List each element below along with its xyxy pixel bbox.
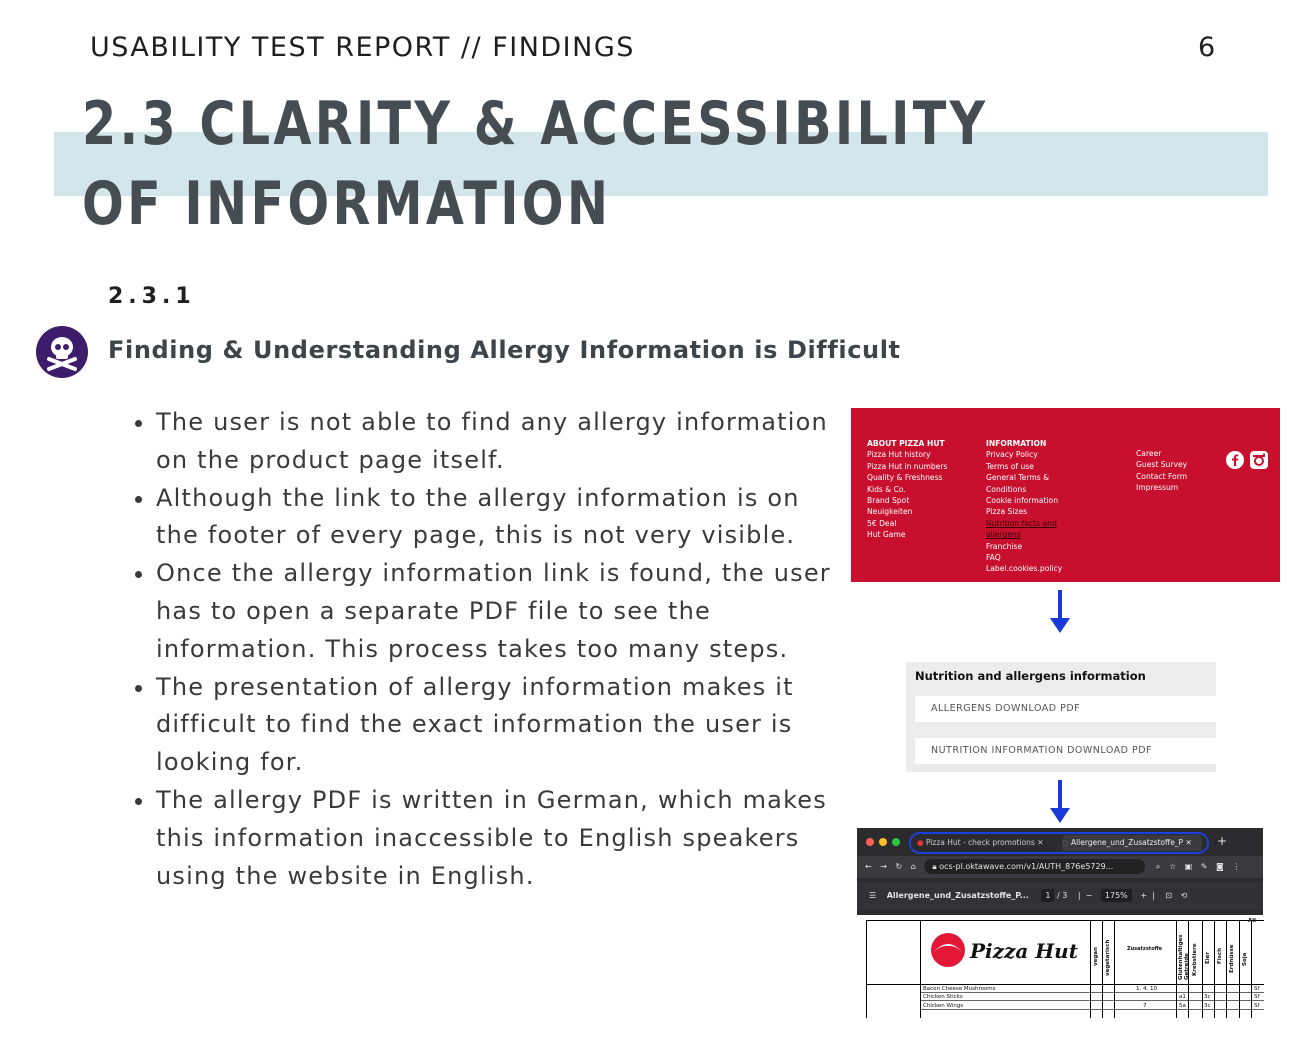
table-row-name: Chicken Wings (923, 1003, 964, 1009)
footer-link: Guest Survey (1136, 460, 1188, 470)
table-cell: Sf (1254, 994, 1260, 1000)
table-cell: 3c (1204, 1003, 1211, 1009)
column-header: vegan (1093, 947, 1099, 966)
footer-link: Pizza Hut history (867, 450, 931, 460)
window-close-dot (866, 838, 874, 846)
close-icon: ✕ (1185, 838, 1192, 847)
footer-heading: INFORMATION (986, 439, 1047, 448)
footer-link: Contact Form (1136, 471, 1188, 481)
zoom-out-icon: | − (1077, 891, 1093, 900)
pizza-hut-logo (928, 930, 1078, 972)
pizza-hut-favicon: ● (917, 838, 924, 847)
section-title-line-1: 2.3 CLARITY & ACCESSIBILITY (82, 89, 989, 159)
footer-link: Terms of use (986, 461, 1034, 471)
section-title (82, 84, 988, 244)
globe-icon: ◌ (1062, 838, 1069, 847)
extension-icon: ▣ (1184, 862, 1193, 871)
back-icon: ← (865, 862, 872, 871)
window-minimize-dot (879, 838, 887, 846)
pdf-toolbar (857, 882, 1263, 910)
findings-list (120, 404, 836, 895)
finding-title: Finding & Understanding Allergy Information is Difficult (108, 336, 901, 364)
allergen-pdf-table (866, 918, 1264, 1018)
table-cell: Sf (1254, 1003, 1260, 1009)
zoom-icon: ⌕ (1155, 862, 1161, 871)
table-cell: 1, 4, 10 (1136, 986, 1157, 992)
allergen-footer-link: allergens (986, 530, 1021, 540)
table-border (920, 992, 1264, 993)
hamburger-menu-icon: ☰ (869, 891, 877, 900)
table-border (920, 920, 921, 1018)
column-header: Zusatzstoffe (1127, 946, 1163, 952)
allergen-footer-link: Nutrition facts and (986, 518, 1057, 528)
new-tab-icon: + (1217, 834, 1228, 848)
footer-link: FAQ (986, 553, 1001, 563)
list-item: • Although the link to the allergy information is on the footer of every page, this is not very visible. (156, 480, 836, 556)
table-border (866, 920, 867, 1018)
table-border (1176, 920, 1177, 1018)
window-maximize-dot (892, 838, 900, 846)
column-header: vegetarisch (1105, 939, 1111, 976)
facebook-icon (1226, 451, 1244, 469)
footer-link: Pizza Sizes (986, 507, 1028, 517)
reload-icon: ↻ (895, 862, 903, 871)
list-item: • The user is not able to find any allergy information on the product page itself. (156, 404, 836, 480)
pdf-filename: Allergene_und_Zusatzstoffe_P... (886, 891, 1029, 900)
footer-heading: ABOUT PIZZA HUT (867, 439, 945, 448)
table-border (1214, 920, 1215, 1018)
footer-column-other (1136, 448, 1187, 494)
zoom-level: 175% (1101, 889, 1132, 902)
table-cell: a1 (1179, 994, 1186, 1000)
table-border (866, 984, 1264, 985)
footer-link: Quality & Freshness (867, 473, 943, 483)
subsection-number: 2.3.1 (108, 284, 196, 309)
footer-link: Pizza Hut in numbers (867, 461, 948, 471)
table-cell: Sf (1254, 986, 1260, 992)
column-header: Eier (1205, 951, 1211, 964)
table-border (1239, 920, 1240, 1018)
column-header: Krebstiere (1192, 943, 1198, 976)
bookmark-star-icon: ☆ (1168, 862, 1177, 871)
browser-pdf-screenshot (857, 828, 1263, 915)
footer-link: Neuigkeiten (867, 507, 913, 517)
website-footer-screenshot (851, 408, 1280, 582)
table-border (1090, 920, 1091, 1018)
arrow-down-icon (1048, 780, 1072, 824)
footer-link: Hut Game (867, 530, 906, 540)
column-header: Fisch (1217, 947, 1223, 964)
list-item: • The presentation of allergy information makes it difficult to find the exact information the user is looking for. (156, 669, 836, 782)
tab-highlight-ring (909, 832, 1209, 854)
column-header: Erdnüsse (1229, 944, 1235, 973)
table-corner-label: All (1248, 918, 1257, 924)
table-border (920, 1000, 1264, 1001)
report-header: USABILITY TEST REPORT // FINDINGS (90, 32, 635, 63)
footer-column-about (867, 438, 947, 541)
nutrition-download-button: NUTRITION INFORMATION DOWNLOAD PDF (915, 738, 1216, 764)
table-border (1114, 920, 1115, 1018)
column-header: Soja (1242, 952, 1248, 966)
page-total: / 3 (1056, 891, 1068, 900)
footer-link: Franchise (986, 541, 1023, 551)
table-cell: 3c (1204, 994, 1211, 1000)
rotate-icon: ⟲ (1180, 891, 1188, 900)
zoom-in-icon: + | (1140, 891, 1155, 900)
url-bar (924, 859, 1145, 874)
arrow-down-icon (1048, 590, 1072, 634)
table-border (1226, 920, 1227, 1018)
footer-link: Kids & Co. (867, 484, 906, 494)
table-border (1251, 920, 1252, 1018)
menu-dots-icon: ⋮ (1232, 862, 1241, 871)
table-cell: 5a (1179, 1003, 1186, 1009)
logo-wordmark: Pizza Hut (970, 939, 1078, 963)
footer-column-information (986, 438, 1062, 575)
table-border (920, 1009, 1264, 1010)
table-border (1202, 920, 1203, 1018)
table-row-name: Chicken Sticks (923, 994, 963, 1000)
footer-link: Impressum (1136, 483, 1179, 493)
footer-link: Privacy Policy (986, 450, 1038, 460)
table-cell: 7 (1143, 1003, 1147, 1009)
footer-link: Brand Spot (867, 496, 910, 506)
table-row-name: Bacon Cheese Mushrooms (923, 986, 996, 992)
list-item: • Once the allergy information link is found, the user has to open a separate PDF file to see the information. This process takes too many steps. (156, 555, 836, 668)
nutrition-panel-title: Nutrition and allergens information (915, 669, 1146, 683)
table-border (866, 920, 1264, 921)
footer-link: Career (1136, 449, 1162, 458)
list-item: • The allergy PDF is written in German, which makes this information inaccessible to English speakers using the website in English. (156, 782, 836, 895)
nutrition-allergens-screenshot (906, 662, 1216, 772)
pen-icon: ✎ (1200, 862, 1208, 871)
column-header: Glutenhaltiges Getreide (1178, 934, 1190, 980)
home-icon: ⌂ (910, 862, 916, 871)
lock-icon: 🔒︎ (932, 862, 940, 871)
instagram-icon (1250, 451, 1268, 469)
close-icon: ✕ (1037, 838, 1044, 847)
footer-link: 5€ Deal (867, 518, 897, 528)
footer-link: General Terms & (986, 473, 1050, 483)
footer-link: Conditions (986, 484, 1027, 494)
page-input: 1 (1041, 889, 1054, 902)
footer-link: Label.cookies.policy (986, 564, 1063, 574)
address-bar-row (857, 856, 1263, 878)
table-border (1102, 920, 1103, 1018)
skull-crossbones-icon (36, 326, 88, 378)
tab-label: Pizza Hut - check promotions (925, 838, 1035, 847)
tab-label: Allergene_und_Zusatzstoffe_P (1070, 838, 1184, 847)
profile-icon: ◙ (1216, 862, 1224, 871)
page-number: 6 (1198, 32, 1216, 63)
forward-icon: → (880, 862, 887, 871)
fit-page-icon: ⊡ (1165, 891, 1173, 900)
section-title-line-2: OF INFORMATION (82, 169, 612, 239)
url-text: ocs-pl.oktawave.com/v1/AUTH_876e5729... (939, 862, 1114, 871)
allergens-download-button: ALLERGENS DOWNLOAD PDF (915, 696, 1216, 722)
footer-link: Cookie information (986, 496, 1059, 506)
